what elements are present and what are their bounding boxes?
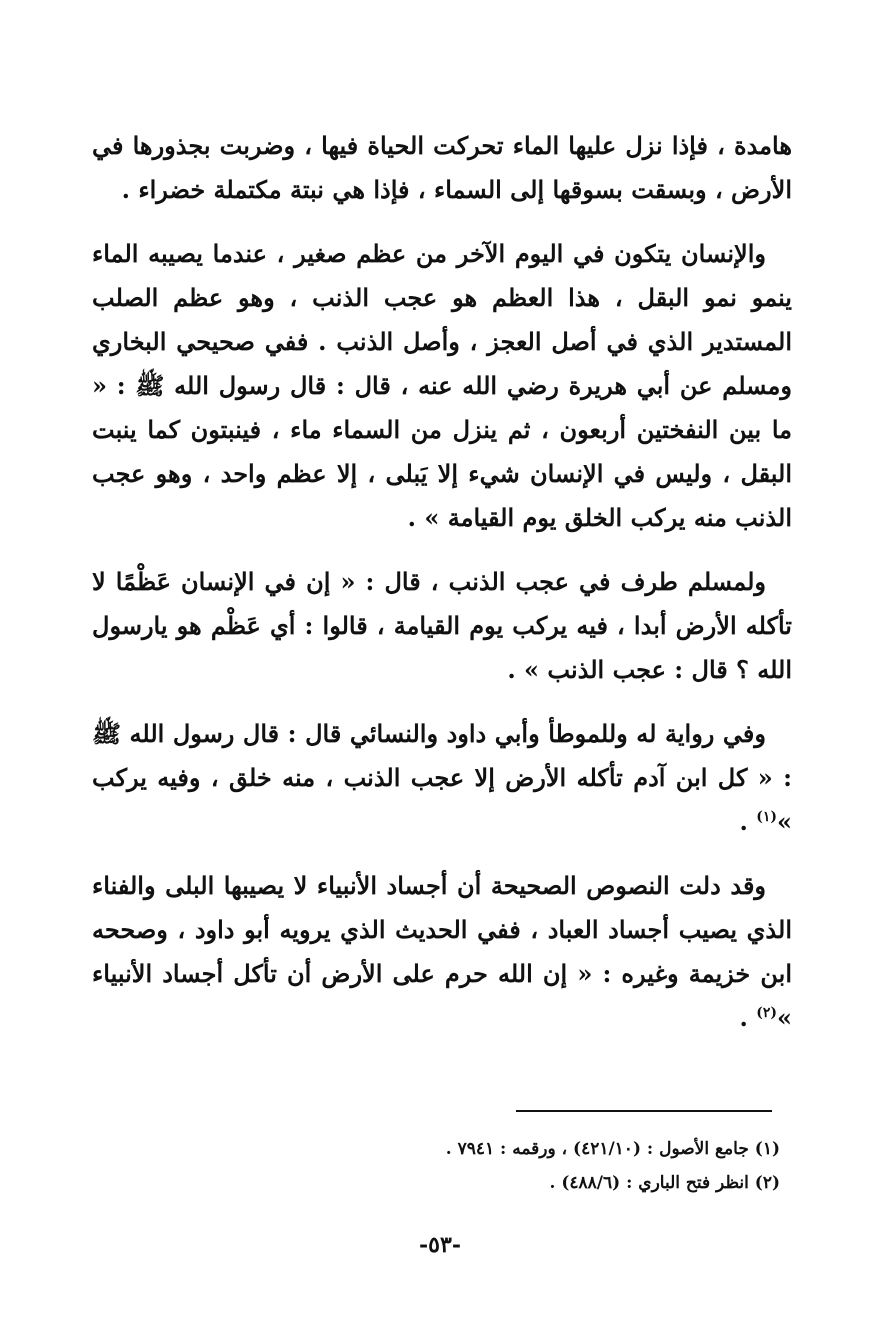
main-text: [92, 124, 792, 1060]
footnotes: [200, 1132, 780, 1200]
footnote-ref-1: (١): [756, 809, 777, 825]
paragraph-1: هامدة ، فإذا نزل عليها الماء تحركت الحياة فيها ، وضربت بجذورها في الأرض ، وبسقت بسوقها إلى السماء ، فإذا هي نبتة مكتملة خضراء .: [92, 131, 792, 204]
footnote-2: (٢) انظر فتح الباري : (٤٨٨/٦) .: [549, 1173, 780, 1193]
paragraph-3: ولمسلم طرف في عجب الذنب ، قال : « إن في الإنسان عَظْمًا لا تأكله الأرض أبدا ، فيه يركب يوم القيامة ، قالوا : أي عَظْم هو يارسول الله ؟ قال : عجب الذنب » .: [92, 567, 792, 684]
footnote-divider: [516, 1110, 772, 1112]
paragraph-4: [92, 712, 792, 844]
paragraph-5-end: .: [739, 1003, 757, 1032]
paragraph-5-text: وقد دلت النصوص الصحيحة أن أجساد الأنبياء لا يصيبها البلى والفناء الذي يصيب أجساد العباد ، ففي الحديث الذي يرويه أبو داود ، وصححه ابن خزيمة وغيره : « إن الله حرم على الأرض أن تأكل أجساد الأنبياء »: [92, 871, 792, 1032]
footnote-1: (١) جامع الأصول : (٤٢١/١٠) ، ورقمه : ٧٩٤١ .: [445, 1139, 780, 1159]
paragraph-5: [92, 864, 792, 1040]
paragraph-4-end: .: [739, 807, 757, 836]
paragraph-4-text: وفي رواية له وللموطأ وأبي داود والنسائي قال : قال رسول الله ﷺ : « كل ابن آدم تأكله الأرض إلا عجب الذنب ، منه خلق ، وفيه يركب »: [92, 719, 792, 836]
page-number: -٥٣-: [419, 1232, 461, 1258]
paragraph-2: والإنسان يتكون في اليوم الآخر من عظم صغير ، عندما يصيبه الماء ينمو نمو البقل ، هذا العظم هو عجب الذنب ، وهو عظم الصلب المستدير الذي في أصل العجز ، وأصل الذنب . ففي صحيحي البخاري ومسلم عن أبي هريرة رضي الله عنه ، قال : قال رسول الله ﷺ : « ما بين النفختين أربعون ، ثم ينزل من السماء ماء ، فينبتون كما ينبت البقل ، وليس في الإنسان شيء إلا يَبلى ، إلا عظم واحد ، وهو عجب الذنب منه يركب الخلق يوم القيامة » .: [92, 239, 792, 532]
footnote-ref-2: (٢): [756, 1005, 777, 1021]
